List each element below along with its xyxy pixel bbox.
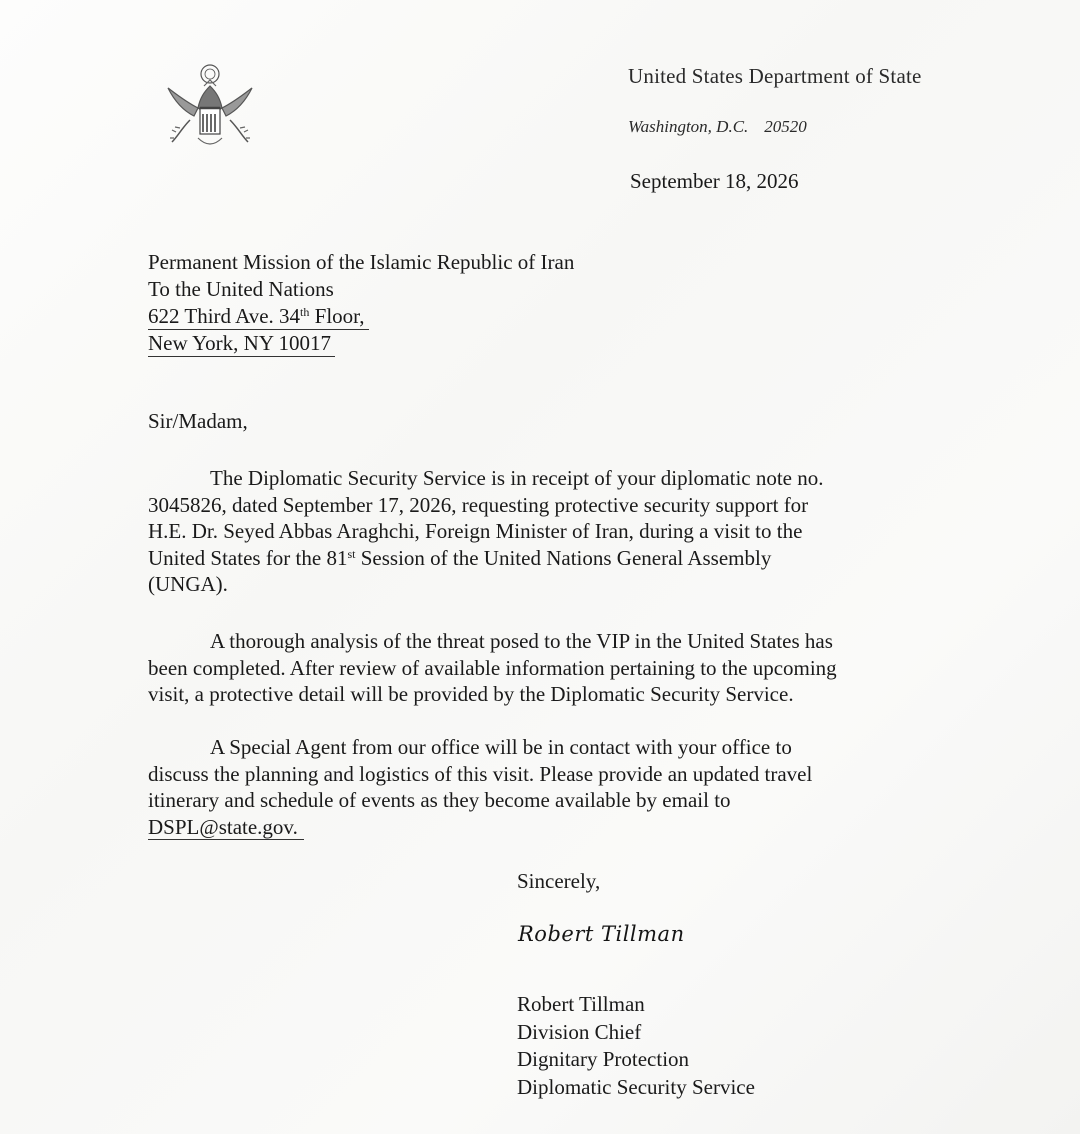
recipient-line-3: 622 Third Ave. 34th Floor,	[148, 304, 369, 330]
zip-code: 20520	[764, 117, 807, 136]
recipient-line-1: Permanent Mission of the Islamic Republic of Iran	[148, 250, 575, 274]
signature-block	[517, 991, 755, 1101]
salutation: Sir/Madam,	[148, 409, 248, 433]
signatory-title: Division Chief	[517, 1019, 642, 1044]
department-address	[628, 117, 807, 137]
recipient-line-2: To the United Nations	[148, 277, 334, 301]
signatory-office: Dignitary Protection	[517, 1047, 690, 1071]
great-seal-emblem	[160, 58, 260, 158]
letter-date: September 18, 2026	[630, 169, 799, 193]
recipient-line-4: New York, NY 10017	[148, 331, 335, 357]
signatory-name: Robert Tillman	[517, 992, 645, 1016]
body-paragraph-3: A Special Agent from our office will be in contact with your office to discuss the planning and logistics of this visit. Please provide an updated travel itinerary and schedule of events as they become available by email to DSPL@state.gov.	[148, 735, 813, 839]
department-name: United States Department of State	[628, 64, 922, 88]
city: Washington, D.C.	[628, 117, 749, 136]
signatory-bureau: Diplomatic Security Service	[517, 1074, 755, 1099]
handwritten-signature: Robert Tillman	[518, 922, 685, 946]
recipient-address	[148, 249, 574, 357]
body-paragraph-2: A thorough analysis of the threat posed to the VIP in the United States has been completed. After review of available information pertaining to the upcoming visit, a protective detail will be provided by the Diplomatic Security Service.	[148, 629, 837, 706]
body-paragraph-1: The Diplomatic Security Service is in receipt of your diplomatic note no. 3045826, dated September 17, 2026, requesting protective security support for H.E. Dr. Seyed Abbas Araghchi, Foreign Minister of Iran, during a visit to the United States for the 81st Session of the United Nations General Assembly (UNGA).	[148, 466, 824, 596]
closing: Sincerely,	[517, 869, 601, 893]
email-link[interactable]: DSPL@state.gov.	[148, 815, 304, 840]
